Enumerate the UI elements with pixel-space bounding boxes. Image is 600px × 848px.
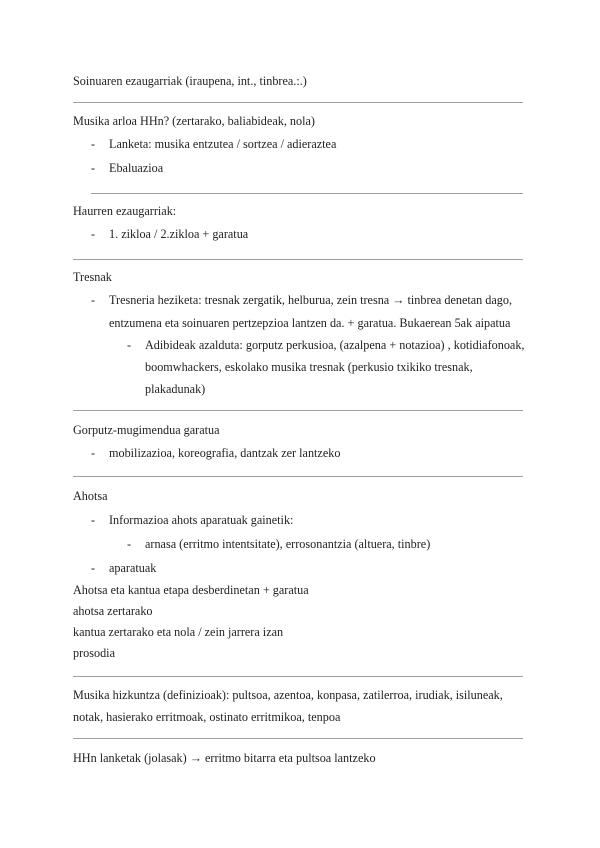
divider [73, 476, 523, 477]
text-line: kantua zertarako eta nola / zein jarrera izan [73, 625, 284, 639]
text-line-continuation: notak, hasierako erritmoak, ostinato erritmikoa, tenpoa [73, 710, 341, 724]
section-heading-haurren: Haurren ezaugarriak: [73, 204, 177, 218]
sub-list-item: Adibideak azalduta: gorputz perkusioa, (azalpena + notazioa) , kotidiafonoak, [145, 338, 525, 352]
list-item: aparatuak [109, 561, 157, 575]
list-item: Informazioa ahots aparatuak gainetik: [109, 513, 294, 527]
section-heading-hhn-lanketak: HHn lanketak (jolasak) → erritmo bitarra eta pultsoa lantzeko [73, 751, 376, 765]
list-item: mobilizazioa, koreografia, dantzak zer lantzeko [109, 446, 341, 460]
bullet-dash: - [127, 537, 132, 551]
section-heading-musika-hizkuntza: Musika hizkuntza (definizioak): pultsoa, azentoa, konpasa, zatilerroa, irudiak, isiluneak, [73, 688, 503, 702]
list-item: Ebaluazioa [109, 161, 164, 175]
section-heading-ahotsa: Ahotsa [73, 489, 108, 503]
list-item: 1. zikloa / 2.zikloa + garatua [109, 227, 249, 241]
bullet-dash: - [91, 446, 96, 460]
text-line: Ahotsa eta kantua etapa desberdinetan + garatua [73, 583, 309, 597]
bullet-dash: - [91, 293, 96, 307]
sub-list-item-continuation: boomwhackers, eskolako musika tresnak (perkusio txikiko tresnak, [145, 360, 473, 374]
divider [73, 676, 523, 677]
section-heading-tresnak: Tresnak [73, 270, 112, 284]
divider [91, 193, 523, 194]
divider [73, 738, 523, 739]
list-item-continuation: entzumena eta soinuaren pertzepzioa lantzen da. + garatua. Bukaerean 5ak aipatua [109, 316, 511, 330]
section-heading-musika-arloa: Musika arloa HHn? (zertarako, baliabideak, nola) [73, 114, 315, 128]
bullet-dash: - [91, 137, 96, 151]
divider [73, 259, 523, 260]
bullet-dash: - [91, 513, 96, 527]
bullet-dash: - [91, 227, 96, 241]
text-line: prosodia [73, 646, 115, 660]
section-heading-soinua: Soinuaren ezaugarriak (iraupena, int., tinbrea.:.) [73, 74, 307, 88]
bullet-dash: - [91, 561, 96, 575]
bullet-dash: - [91, 161, 96, 175]
divider [73, 410, 523, 411]
section-heading-gorputz: Gorputz-mugimendua garatua [73, 423, 220, 437]
bullet-dash: - [127, 338, 132, 352]
divider [73, 102, 523, 103]
text-line: ahotsa zertarako [73, 604, 153, 618]
sub-list-item: arnasa (erritmo intentsitate), errosonantzia (altuera, tinbre) [145, 537, 431, 551]
list-item: Lanketa: musika entzutea / sortzea / adieraztea [109, 137, 337, 151]
sub-list-item-continuation: plakadunak) [145, 382, 206, 396]
list-item: Tresneria heziketa: tresnak zergatik, helburua, zein tresna → tinbrea denetan dago, [109, 293, 513, 307]
